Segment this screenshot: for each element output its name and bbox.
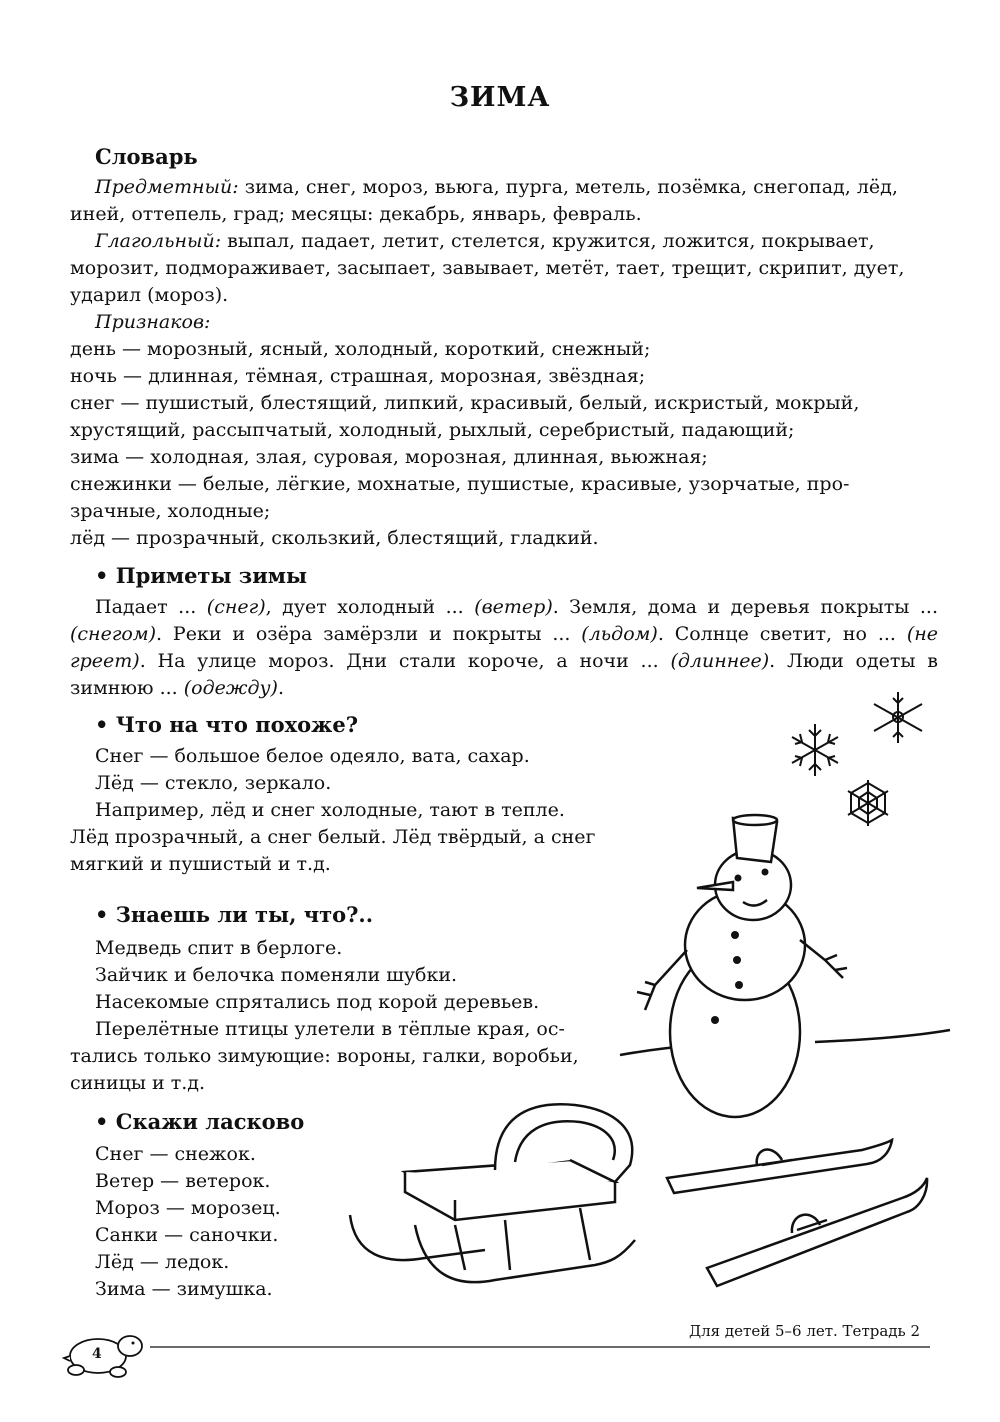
- pohozhe-line: Лёд — стекло, зеркало.: [95, 772, 332, 794]
- footer-caption: Для детей 5–6 лет. Тетрадь 2: [688, 1322, 920, 1340]
- primety-answer: (одежду): [183, 677, 278, 699]
- slovar-block: [70, 174, 932, 552]
- znaesh-line: Медведь спит в берлоге.: [95, 937, 343, 959]
- glag-line-2: морозит, подмораживает, засыпает, завывает, метёт, тает, трещит, скрипит, дует,: [70, 257, 905, 279]
- znaesh-line: тались только зимующие: вороны, галки, воробьи,: [70, 1045, 579, 1067]
- laskovo-line: Ветер — ветерок.: [95, 1170, 271, 1192]
- primety-text: , дует холодный ...: [265, 596, 475, 618]
- priz-line: снежинки — белые, лёгкие, мохнатые, пушистые, красивые, узорчатые, про-: [70, 473, 850, 495]
- snowman-illustration: [615, 810, 955, 1140]
- pohozhe-line: Лёд прозрачный, а снег белый. Лёд твёрдый, а снег: [70, 826, 596, 848]
- primety-text: . Солнце светит, но ...: [657, 623, 907, 645]
- priz-line: ночь — длинная, тёмная, страшная, морозная, звёздная;: [70, 365, 646, 387]
- skis-illustration: [662, 1138, 942, 1298]
- pohozhe-block: [70, 743, 630, 878]
- primety-text: . Земля, дома и деревья покрыты ...: [552, 596, 938, 618]
- laskovo-line: Зима — зимушка.: [95, 1278, 273, 1300]
- primety-text: Падает ...: [95, 596, 207, 618]
- primety-answer: (не греет): [70, 623, 938, 672]
- predmet-label: Предметный:: [95, 176, 239, 198]
- pohozhe-line: Например, лёд и снег холодные, тают в тепле.: [95, 799, 565, 821]
- laskovo-line: Лёд — ледок.: [95, 1251, 230, 1273]
- primety-answer: (льдом): [581, 623, 658, 645]
- pohozhe-line: мягкий и пушистый и т.д.: [70, 853, 331, 875]
- snowflake-icon: [868, 690, 928, 745]
- primety-answer: (снегом): [70, 623, 157, 645]
- primety-paragraph: [70, 594, 938, 702]
- priz-line: снег — пушистый, блестящий, липкий, красивый, белый, искристый, мокрый,: [70, 392, 860, 414]
- glag-label: Глагольный:: [95, 230, 222, 252]
- primety-answer: (длиннее): [670, 650, 770, 672]
- predmet-line-1: [70, 174, 932, 201]
- pohozhe-heading: • Что на что похоже?: [95, 712, 359, 737]
- turtle-icon: [60, 1328, 150, 1378]
- laskovo-line: Снег — снежок.: [95, 1143, 256, 1165]
- slovar-heading: Словарь: [95, 144, 198, 169]
- znaesh-line: синицы и т.д.: [70, 1072, 206, 1094]
- znaesh-line: Перелётные птицы улетели в тёплые края, ос-: [95, 1018, 565, 1040]
- priz-line: лёд — прозрачный, скользкий, блестящий, гладкий.: [70, 527, 599, 549]
- predmet-line-2: иней, оттепель, град; месяцы: декабрь, январь, февраль.: [70, 203, 642, 225]
- priz-line: хрустящий, рассыпчатый, холодный, рыхлый, серебристый, падающий;: [70, 419, 795, 441]
- priz-line: зрачные, холодные;: [70, 500, 271, 522]
- glag-line-1: [70, 228, 932, 255]
- znaesh-line: Зайчик и белочка поменяли шубки.: [95, 964, 458, 986]
- primety-heading: • Приметы зимы: [95, 563, 308, 588]
- priz-label: Признаков:: [95, 311, 211, 333]
- primety-answer: (ветер): [474, 596, 553, 618]
- page-number: 4: [92, 1346, 102, 1362]
- znaesh-block: [70, 935, 630, 1097]
- pohozhe-line: Снег — большое белое одеяло, вата, сахар.: [95, 745, 530, 767]
- laskovo-line: Мороз — морозец.: [95, 1197, 281, 1219]
- priz-line: зима — холодная, злая, суровая, морозная, длинная, вьюжная;: [70, 446, 708, 468]
- znaesh-line: Насекомые спрятались под корой деревьев.: [95, 991, 540, 1013]
- primety-text: .: [277, 677, 285, 699]
- glag-line-3: ударил (мороз).: [70, 284, 229, 306]
- footer-divider: [150, 1345, 930, 1349]
- predmet-text-1: зима, снег, мороз, вьюга, пурга, метель, позёмка, снегопад, лёд,: [238, 176, 898, 198]
- laskovo-line: Санки — саночки.: [95, 1224, 279, 1246]
- primety-text: . На улице мороз. Дни стали короче, а ночи ...: [139, 650, 671, 672]
- sled-illustration: [345, 1090, 655, 1300]
- primety-text: . Люди одеты в зимнюю ...: [70, 650, 938, 699]
- znaesh-heading: • Знаешь ли ты, что?..: [95, 902, 374, 927]
- primety-answer: (снег): [206, 596, 266, 618]
- primety-text: . Реки и озёра замёрзли и покрыты ...: [156, 623, 582, 645]
- page-title: ЗИМА: [449, 82, 551, 113]
- snowflake-icon: [785, 720, 845, 780]
- priz-line: день — морозный, ясный, холодный, короткий, снежный;: [70, 338, 651, 360]
- glag-text-1: выпал, падает, летит, стелется, кружится, ложится, покрывает,: [221, 230, 875, 252]
- laskovo-heading: • Скажи ласково: [95, 1109, 305, 1134]
